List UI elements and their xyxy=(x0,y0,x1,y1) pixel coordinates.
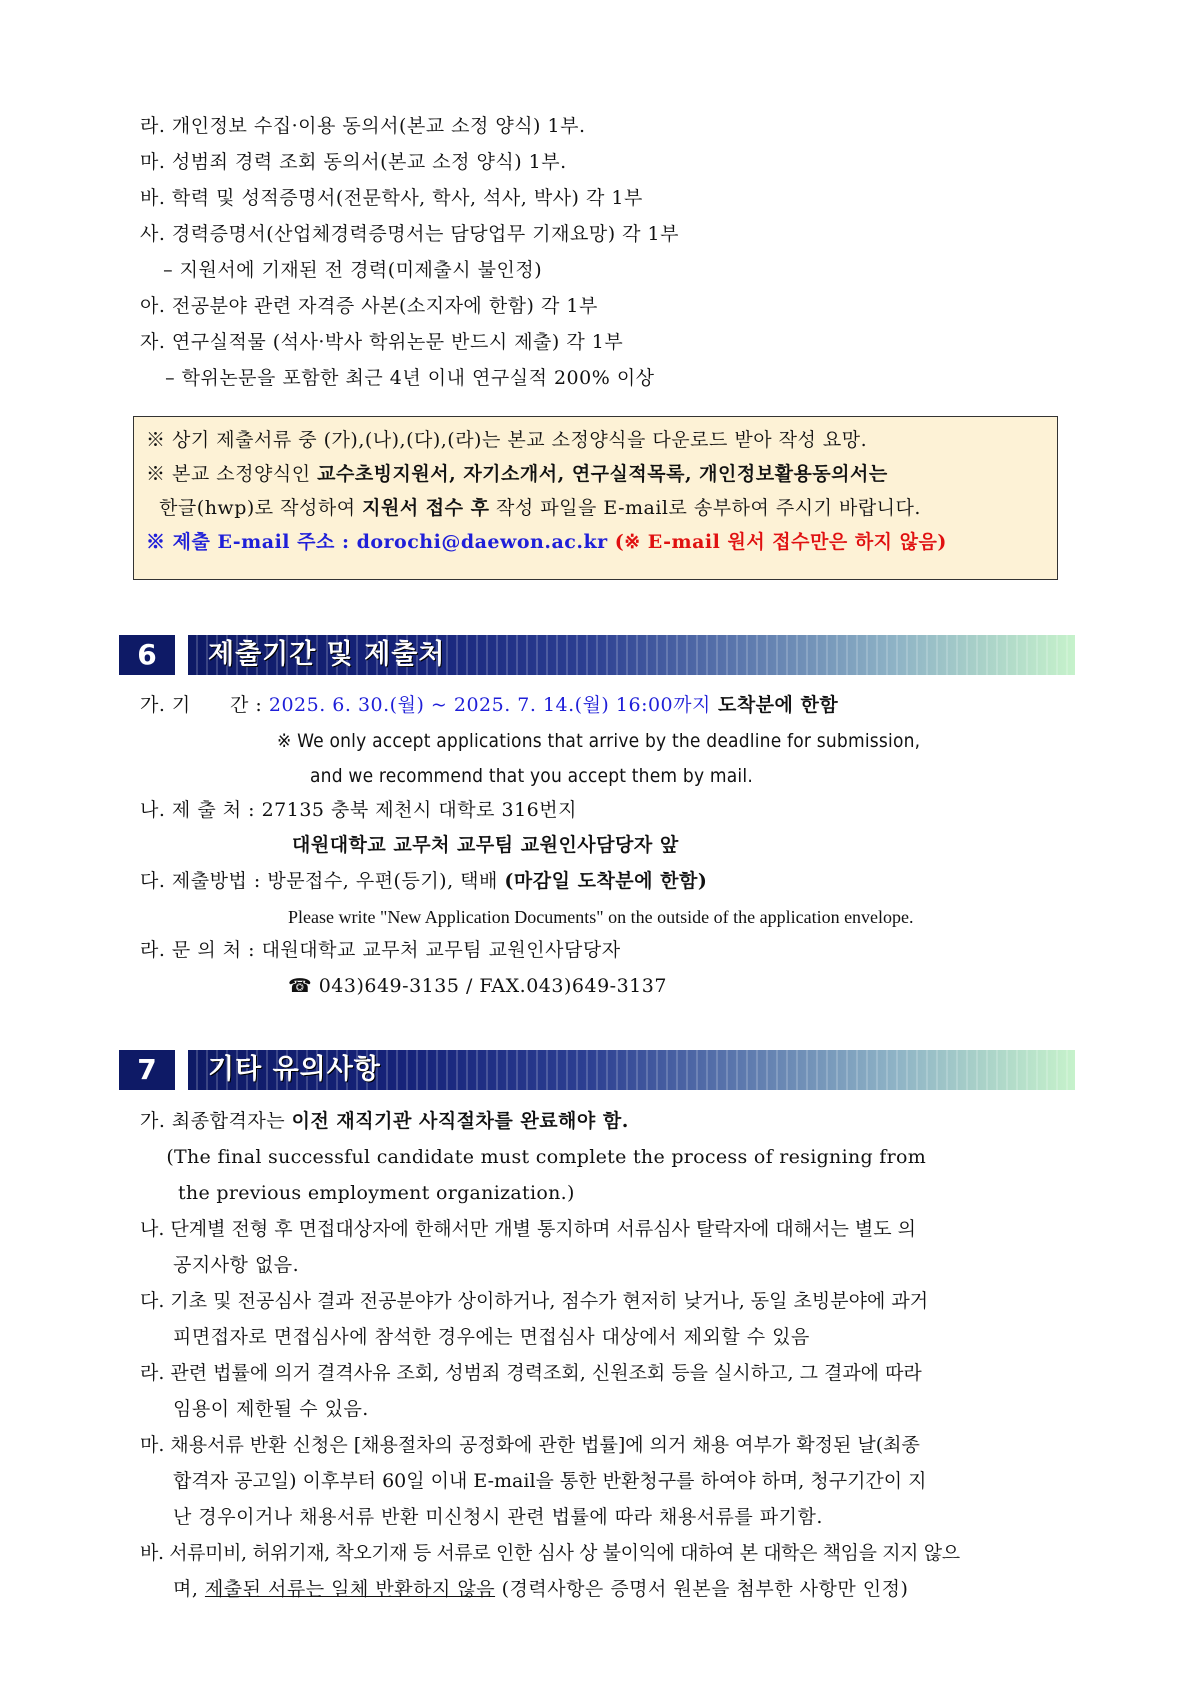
contact-info xyxy=(140,937,621,963)
notice-line-1: ※ 상기 제출서류 중 (가),(나),(다),(라)는 본교 소정양식을 다운로드 받아 작성 요망. xyxy=(146,429,868,451)
note-item-ba-line-1: 바. 서류미비, 허위기재, 착오기재 등 서류로 인한 심사 상 불이익에 대하여 본 대학은 책임을 지지 않으 xyxy=(140,1542,960,1564)
notice-line-2-bold: 교수초빙지원서, 자기소개서, 연구실적목록, 개인정보활용동의서는 xyxy=(317,463,888,485)
submission-place-recipient: 대원대학교 교무처 교무팀 교원인사담당자 앞 xyxy=(292,834,679,856)
submission-place-label: 나. 제 출 처 : xyxy=(140,799,262,821)
doc-item-ba: 바. 학력 및 성적증명서(전문학사, 학사, 석사, 박사) 각 1부 xyxy=(140,187,643,209)
doc-item-sa: 사. 경력증명서(산업체경력증명서는 담당업무 기재요망) 각 1부 xyxy=(140,223,680,245)
doc-item-ja: 자. 연구실적물 (석사·박사 학위논문 반드시 제출) 각 1부 xyxy=(140,331,624,353)
submission-method-label: 다. 제출방법 : xyxy=(140,870,268,892)
submission-period-suffix: 도착분에 한함 xyxy=(710,694,839,716)
notice-email: ※ 제출 E-mail 주소 : dorochi@daewon.ac.kr xyxy=(146,531,608,553)
note-item-ba-line-2 xyxy=(173,1576,908,1602)
submission-method-value: 방문접수, 우편(등기), 택배 xyxy=(267,870,505,892)
notice-email-warning: (※ E-mail 원서 접수만은 하지 않음) xyxy=(607,531,947,553)
submission-period-label: 가. 기 간 : xyxy=(140,694,269,716)
note-item-ga xyxy=(140,1108,629,1134)
notice-box xyxy=(133,416,1058,580)
note-item-da-line-2: 피면접자로 면접심사에 참석한 경우에는 면접심사 대상에서 제외할 수 있음 xyxy=(173,1326,810,1348)
note-item-na-line-1: 나. 단계별 전형 후 면접대상자에 한해서만 개별 통지하며 서류심사 탈락자에 대해서는 별도 의 xyxy=(140,1218,916,1240)
doc-item-ra: 라. 개인정보 수집·이용 동의서(본교 소정 양식) 1부. xyxy=(140,115,586,137)
doc-item-ma: 마. 성범죄 경력 조회 동의서(본교 소정 양식) 1부. xyxy=(140,151,567,173)
doc-item-ja-sub: – 학위논문을 포함한 최근 4년 이내 연구실적 200% 이상 xyxy=(152,367,655,389)
section-6-title: 제출기간 및 제출처 xyxy=(208,639,446,670)
submission-place-value: 27135 충북 제천시 대학로 316번지 xyxy=(261,799,577,821)
note-item-da-line-1: 다. 기초 및 전공심사 결과 전공분야가 상이하거나, 점수가 현저히 낮거나, 동일 초빙분야에 과거 xyxy=(140,1290,929,1312)
contact-phone: ☎ 043)649-3135 / FAX.043)649-3137 xyxy=(288,975,667,997)
notice-line-3 xyxy=(146,495,921,521)
contact-value: 대원대학교 교무처 교무팀 교원인사담당자 xyxy=(261,939,621,961)
note-item-ra-line-2: 임용이 제한될 수 있음. xyxy=(173,1398,369,1420)
doc-item-sa-sub: – 지원서에 기재된 전 경력(미제출시 불인정) xyxy=(150,259,543,281)
doc-item-a: 아. 전공분야 관련 자격증 사본(소지자에 한함) 각 1부 xyxy=(140,295,598,317)
note-item-ba-tail: (경력사항은 증명서 원본을 첨부한 사항만 인정) xyxy=(495,1578,909,1600)
section-6-title-bar xyxy=(188,635,1075,675)
submission-method-condition: (마감일 도착분에 한함) xyxy=(504,870,708,892)
notice-line-2-text: ※ 본교 소정양식인 xyxy=(146,463,318,485)
note-item-ga-bold: 이전 재직기관 사직절차를 완료해야 함. xyxy=(291,1110,629,1132)
notice-line-3-tail: 작성 파일을 E-mail로 송부하여 주시기 바랍니다. xyxy=(489,497,921,519)
note-item-ra-line-1: 라. 관련 법률에 의거 결격사유 조회, 성범죄 경력조회, 신원조회 등을 실시하고, 그 결과에 따라 xyxy=(140,1362,922,1384)
note-item-na-line-2: 공지사항 없음. xyxy=(173,1254,300,1276)
notice-line-3-text: 한글(hwp)로 작성하여 xyxy=(146,497,363,519)
section-7-title: 기타 유의사항 xyxy=(208,1054,381,1085)
submission-period-note-2: and we recommend that you accept them by mail. xyxy=(310,765,753,787)
submission-period xyxy=(140,692,838,718)
notice-line-3-bold: 지원서 접수 후 xyxy=(362,497,490,519)
submission-method-note: Please write "New Application Documents" on the outside of the application envelope. xyxy=(288,907,914,927)
submission-place xyxy=(140,797,577,823)
section-7-title-bar xyxy=(188,1050,1075,1090)
notice-line-2 xyxy=(146,461,888,487)
section-6-header xyxy=(119,635,1075,675)
notice-email-line xyxy=(146,529,947,555)
note-item-ga-english-2: the previous employment organization.) xyxy=(178,1182,575,1204)
submission-method xyxy=(140,868,707,894)
submission-period-value: 2025. 6. 30.(월) ~ 2025. 7. 14.(월) 16:00까지 xyxy=(268,694,711,716)
note-item-ba-underlined: 제출된 서류는 일체 반환하지 않음 xyxy=(204,1578,496,1600)
submission-period-note-1: ※ We only accept applications that arrive by the deadline for submission, xyxy=(277,730,921,752)
section-7-header xyxy=(119,1050,1075,1090)
note-item-ma-line-1: 마. 채용서류 반환 신청은 [채용절차의 공정화에 관한 법률]에 의거 채용 여부가 확정된 날(최종 xyxy=(140,1434,920,1456)
note-item-ba-text: 며, xyxy=(173,1578,205,1600)
note-item-ga-text: 가. 최종합격자는 xyxy=(140,1110,292,1132)
contact-label: 라. 문 의 처 : xyxy=(140,939,262,961)
note-item-ma-line-3: 난 경우이거나 채용서류 반환 미신청시 관련 법률에 따라 채용서류를 파기함. xyxy=(173,1506,823,1528)
note-item-ga-english-1: (The final successful candidate must complete the process of resigning from xyxy=(160,1146,927,1168)
section-7-number: 7 xyxy=(119,1050,175,1090)
section-6-number: 6 xyxy=(119,635,175,675)
note-item-ma-line-2: 합격자 공고일) 이후부터 60일 이내 E-mail을 통한 반환청구를 하여야 하며, 청구기간이 지 xyxy=(173,1470,927,1492)
